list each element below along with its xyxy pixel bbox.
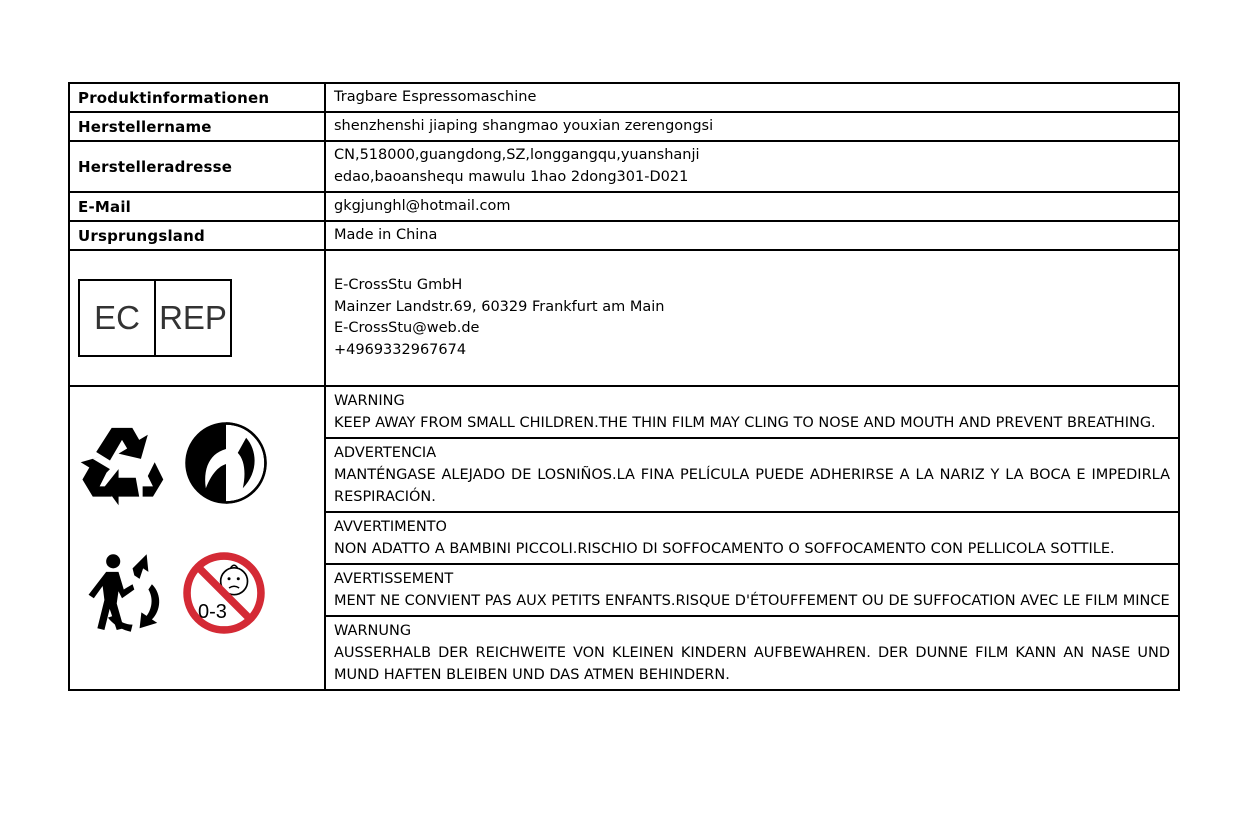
- label-manufacturer-address: Herstelleradresse: [69, 141, 325, 192]
- value-origin: Made in China: [325, 221, 1179, 250]
- warning-de: [325, 616, 1179, 690]
- warning-it-title: AVVERTIMENTO: [334, 519, 447, 535]
- value-product: Tragbare Espressomaschine: [325, 83, 1179, 112]
- value-manufacturer-name: shenzhenshi jiaping shangmao youxian zerengongsi: [325, 112, 1179, 141]
- warning-en: [325, 386, 1179, 438]
- warning-en-title: WARNING: [334, 393, 405, 409]
- ec-rep-company: E-CrossStu GmbH: [334, 277, 463, 293]
- warning-de-title: WARNUNG: [334, 623, 412, 639]
- address-line-2: edao,baoanshequ mawulu 1hao 2dong301-D021: [334, 168, 689, 185]
- warning-fr-text: MENT NE CONVIENT PAS AUX PETITS ENFANTS.RISQUE D'ÉTOUFFEMENT OU DE SUFFOCATION AVEC LE FILM MINCE: [334, 593, 1170, 609]
- label-origin: Ursprungsland: [69, 221, 325, 250]
- row-warning-en: [69, 386, 1179, 438]
- product-info-table: [68, 82, 1180, 691]
- warning-fr-title: AVERTISSEMENT: [334, 571, 454, 587]
- symbols-panel: [70, 387, 308, 689]
- symbols-cell: [69, 386, 325, 690]
- row-manufacturer-address: [69, 141, 1179, 192]
- value-email: gkgjunghl@hotmail.com: [325, 192, 1179, 221]
- ec-rep-badge-ec: EC: [80, 281, 156, 355]
- warning-it: [325, 512, 1179, 564]
- label-product: Produktinformationen: [69, 83, 325, 112]
- row-origin: [69, 221, 1179, 250]
- ec-rep-badge-rep: REP: [159, 299, 227, 336]
- row-manufacturer-name: [69, 112, 1179, 141]
- address-line-1: CN,518000,guangdong,SZ,longgangqu,yuanshanji: [334, 147, 700, 163]
- row-product: [69, 83, 1179, 112]
- warning-fr: [325, 564, 1179, 616]
- ec-rep-details: [325, 250, 1179, 386]
- warning-es-text: MANTÉNGASE ALEJADO DE LOSNIÑOS.LA FINA PELÍCULA PUEDE ADHERIRSE A LA NARIZ Y LA BOCA E IMPEDIRLA RESPIRACIÓN.: [334, 467, 1170, 505]
- green-dot-icon: [184, 421, 268, 505]
- label-manufacturer-name: Herstellername: [69, 112, 325, 141]
- recycle-icon: [78, 421, 166, 507]
- ec-rep-badge: [78, 279, 232, 357]
- warning-en-text: KEEP AWAY FROM SMALL CHILDREN.THE THIN FILM MAY CLING TO NOSE AND MOUTH AND PREVENT BREATHING.: [334, 415, 1156, 431]
- warning-it-text: NON ADATTO A BAMBINI PICCOLI.RISCHIO DI SOFFOCAMENTO O SOFFOCAMENTO CON PELLICOLA SOTTILE.: [334, 541, 1115, 557]
- row-ec-rep: [69, 250, 1179, 386]
- tidyman-icon: [78, 549, 166, 637]
- warning-es-title: ADVERTENCIA: [334, 445, 437, 461]
- ec-rep-phone: +4969332967674: [334, 341, 467, 358]
- ec-rep-badge-cell: [69, 250, 325, 386]
- ec-rep-email: E-CrossStu@web.de: [334, 320, 480, 336]
- label-email: E-Mail: [69, 192, 325, 221]
- warning-de-text: AUSSERHALB DER REICHWEITE VON KLEINEN KINDERN AUFBEWAHREN. DER DUNNE FILM KANN AN NASE UND MUND HAFTEN BLEIBEN UND DAS ATMEN BEHINDERN.: [334, 645, 1170, 683]
- warning-es: [325, 438, 1179, 512]
- row-email: [69, 192, 1179, 221]
- age-label: 0-3: [198, 601, 227, 623]
- ec-rep-address: Mainzer Landstr.69, 60329 Frankfurt am Main: [334, 298, 665, 315]
- value-manufacturer-address: [325, 141, 1179, 192]
